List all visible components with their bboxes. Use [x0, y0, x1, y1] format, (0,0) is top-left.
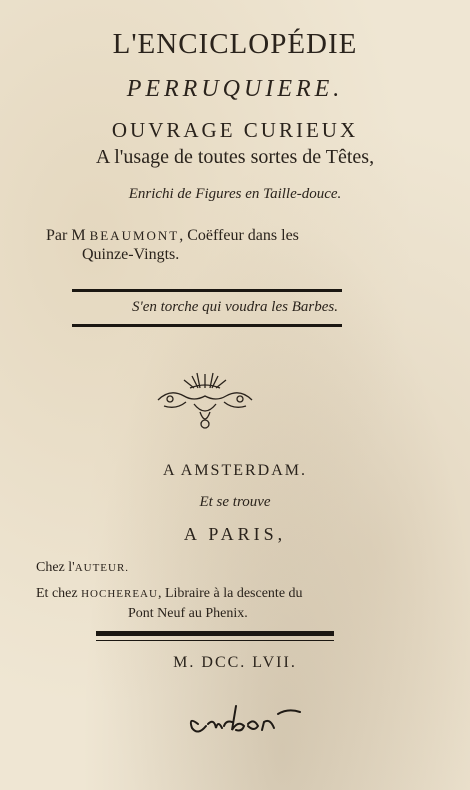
imprint-city-amsterdam: A AMSTERDAM. [162, 462, 308, 479]
subtitle-line-3: Enrichi de Figures en Taille-douce. [128, 186, 342, 202]
title-line-2: PERRUQUIERE. [126, 76, 344, 102]
bookseller-name: HOCHEREAU [81, 588, 158, 600]
motto: S'en torche qui voudra les Barbes. [132, 299, 338, 315]
imprint-chez-hochereau [36, 584, 303, 624]
byline-suffix: , Coëffeur dans les [179, 227, 299, 244]
publication-date: M. DCC. LVII. [173, 654, 297, 671]
rule-bottom [72, 324, 342, 327]
title-line-1: L'ENCICLOPÉDIE [112, 28, 358, 60]
handwritten-signature [178, 694, 318, 744]
author-byline [46, 226, 299, 264]
subtitle-line-2: A l'usage de toutes sortes de Têtes, [95, 146, 375, 168]
author-name: BEAUMONT [89, 228, 180, 243]
chez-auteur-name: AUTEUR. [74, 562, 130, 574]
chez2-suffix: , Libraire à la descente du [157, 586, 303, 601]
rule-thick [96, 631, 334, 636]
imprint-city-paris: A PARIS, [183, 524, 287, 544]
byline-line-2: Quinze-Vingts. [82, 246, 180, 263]
imprint-chez-auteur [36, 560, 129, 576]
printer-ornament-icon [150, 366, 260, 434]
subtitle-line-1: OUVRAGE CURIEUX [111, 118, 359, 142]
imprint-et-se-trouve: Et se trouve [199, 494, 271, 510]
rule-thin [96, 640, 334, 641]
chez-prefix: Chez l' [36, 560, 75, 575]
byline-prefix: Par M [46, 227, 90, 244]
chez2-prefix: Et chez [36, 586, 82, 601]
rule-top [72, 289, 342, 292]
chez2-line-2: Pont Neuf au Phenix. [128, 606, 248, 621]
